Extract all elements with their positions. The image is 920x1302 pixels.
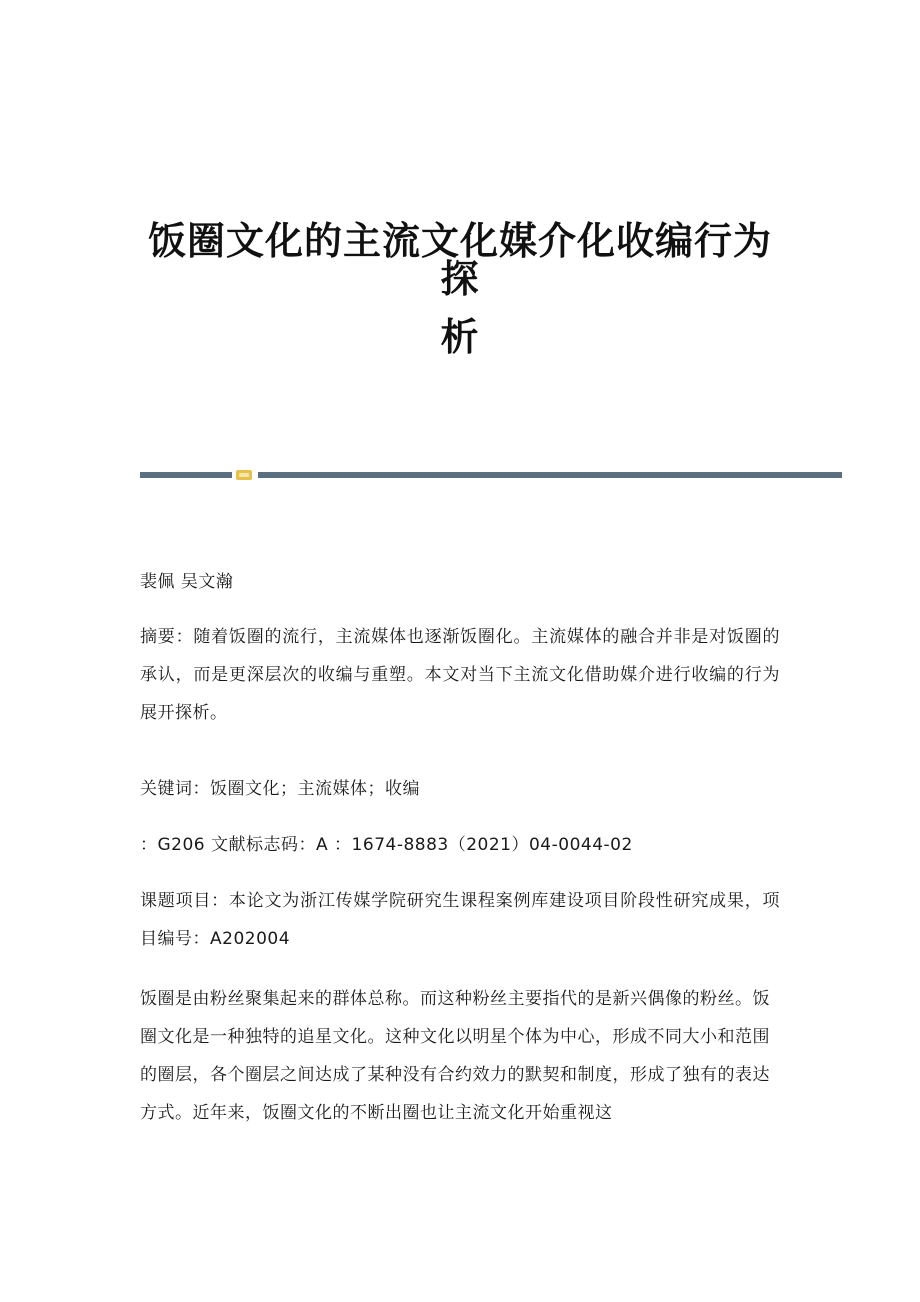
- abstract: 摘要：随着饭圈的流行，主流媒体也逐渐饭圈化。主流媒体的融合并非是对饭圈的承认，而是更深层次的收编与重塑。本文对当下主流文化借助媒介进行收编的行为展开探析。: [140, 627, 780, 723]
- divider-bar-left: [140, 472, 232, 478]
- divider-ornament-icon: [236, 470, 252, 480]
- authors: 裴佩 吴文瀚: [140, 572, 234, 592]
- classification-info: ：G206 文献标志码：A ：1674-8883（2021）04-0044-02: [140, 835, 633, 855]
- document-title-line-1: 饭圈文化的主流文化媒介化收编行为探: [147, 218, 772, 301]
- body-paragraph: 饭圈是由粉丝聚集起来的群体总称。而这种粉丝主要指代的是新兴偶像的粉丝。饭圈文化是一种独特的追星文化。这种文化以明星个体为中心，形成不同大小和范围的圈层，各个圈层之间达成了某种没有合约效力的默契和制度，形成了独有的表达方式。近年来，饭圈文化的不断出圈也让主流文化开始重视这: [140, 989, 770, 1123]
- document-title-line-2: 析: [440, 314, 480, 359]
- divider-bar-right: [258, 472, 842, 478]
- title-divider: [140, 470, 842, 480]
- project-info: 课题项目：本论文为浙江传媒学院研究生课程案例库建设项目阶段性研究成果，项目编号：A202004: [140, 891, 780, 949]
- keywords: 关键词：饭圈文化；主流媒体；收编: [140, 779, 420, 799]
